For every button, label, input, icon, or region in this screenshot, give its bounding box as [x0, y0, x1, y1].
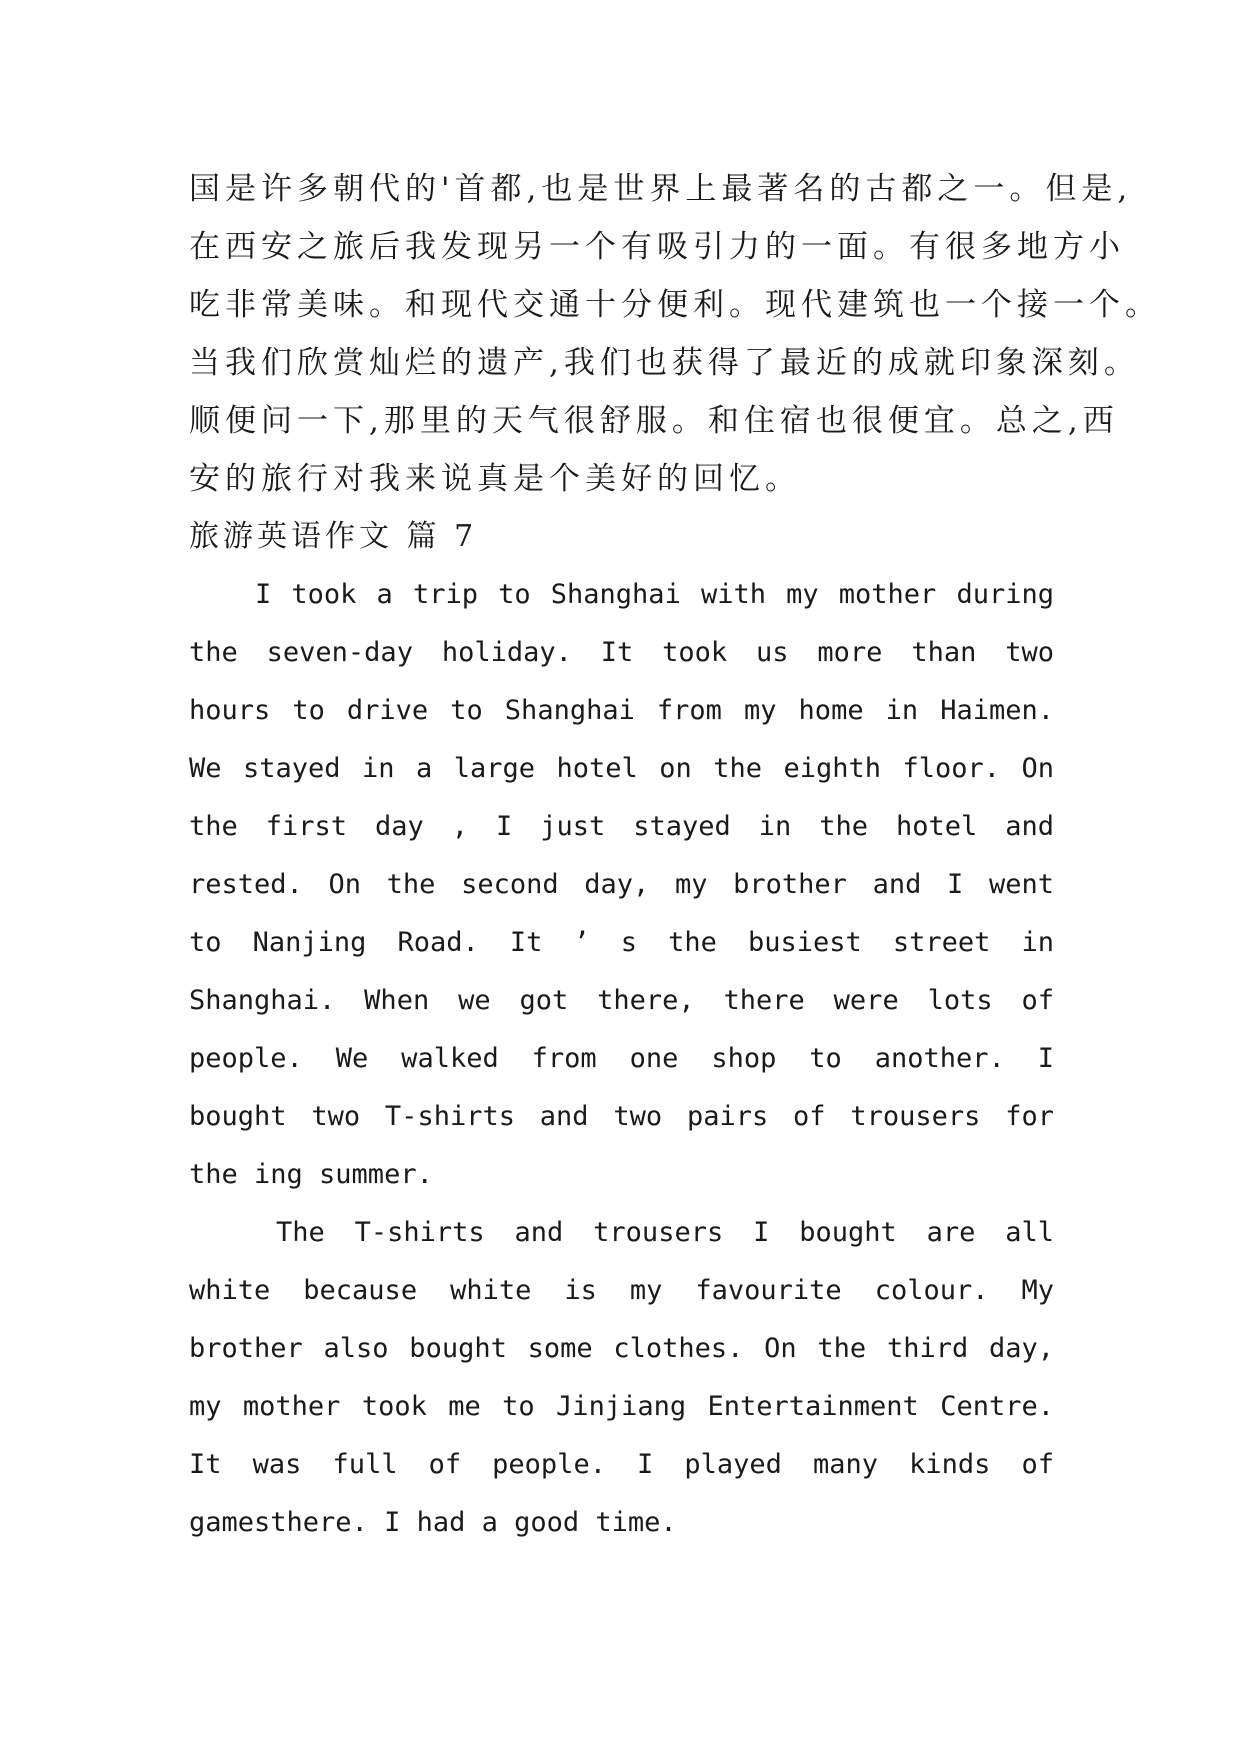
text-line: rested. On the second day, my brother and I went — [189, 869, 1054, 900]
text-line: to Nanjing Road. It ’ s the busiest street in — [189, 927, 1054, 958]
text-line: It was full of people. I played many kinds of — [189, 1449, 1054, 1480]
text-line: bought two T-shirts and two pairs of trousers for — [189, 1101, 1054, 1132]
text-line: 国是许多朝代的'首都,也是世界上最著名的古都之一。但是, — [189, 171, 1133, 207]
text-line: I took a trip to Shanghai with my mother during — [255, 579, 1054, 610]
text-line: 安的旅行对我来说真是个美好的回忆。 — [189, 461, 801, 497]
chinese-paragraph — [189, 160, 1161, 508]
text-line: 当我们欣赏灿烂的遗产,我们也获得了最近的成就印象深刻。 — [189, 345, 1140, 381]
text-line: the ing summer. — [189, 1159, 433, 1190]
text-line: the seven-day holiday. It took us more than two — [189, 637, 1054, 668]
text-line: white because white is my favourite colour. My — [189, 1275, 1054, 1306]
text-line: the first day , I just stayed in the hotel and — [189, 811, 1054, 842]
text-line: 吃非常美味。和现代交通十分便利。现代建筑也一个接一个。 — [189, 287, 1161, 323]
text-line: brother also bought some clothes. On the third day, — [189, 1333, 1054, 1364]
text-line: We stayed in a large hotel on the eighth floor. On — [189, 753, 1054, 784]
section-heading: 旅游英语作文 篇 7 — [189, 519, 478, 554]
text-line: 在西安之旅后我发现另一个有吸引力的一面。有很多地方小 — [189, 229, 1125, 265]
text-line: hours to drive to Shanghai from my home in Haimen. — [189, 695, 1054, 726]
english-paragraph-2 — [189, 1204, 1054, 1552]
text-line: 顺便问一下,那里的天气很舒服。和住宿也很便宜。总之,西 — [189, 403, 1119, 439]
document-page — [189, 160, 1161, 1552]
text-line: my mother took me to Jinjiang Entertainment Centre. — [189, 1391, 1054, 1422]
text-line: Shanghai. When we got there, there were lots of — [189, 985, 1054, 1016]
text-line: gamesthere. I had a good time. — [189, 1507, 677, 1538]
text-line: The T-shirts and trousers I bought are all — [276, 1217, 1054, 1248]
english-paragraph-1 — [189, 566, 1054, 1204]
text-line: people. We walked from one shop to another. I — [189, 1043, 1054, 1074]
